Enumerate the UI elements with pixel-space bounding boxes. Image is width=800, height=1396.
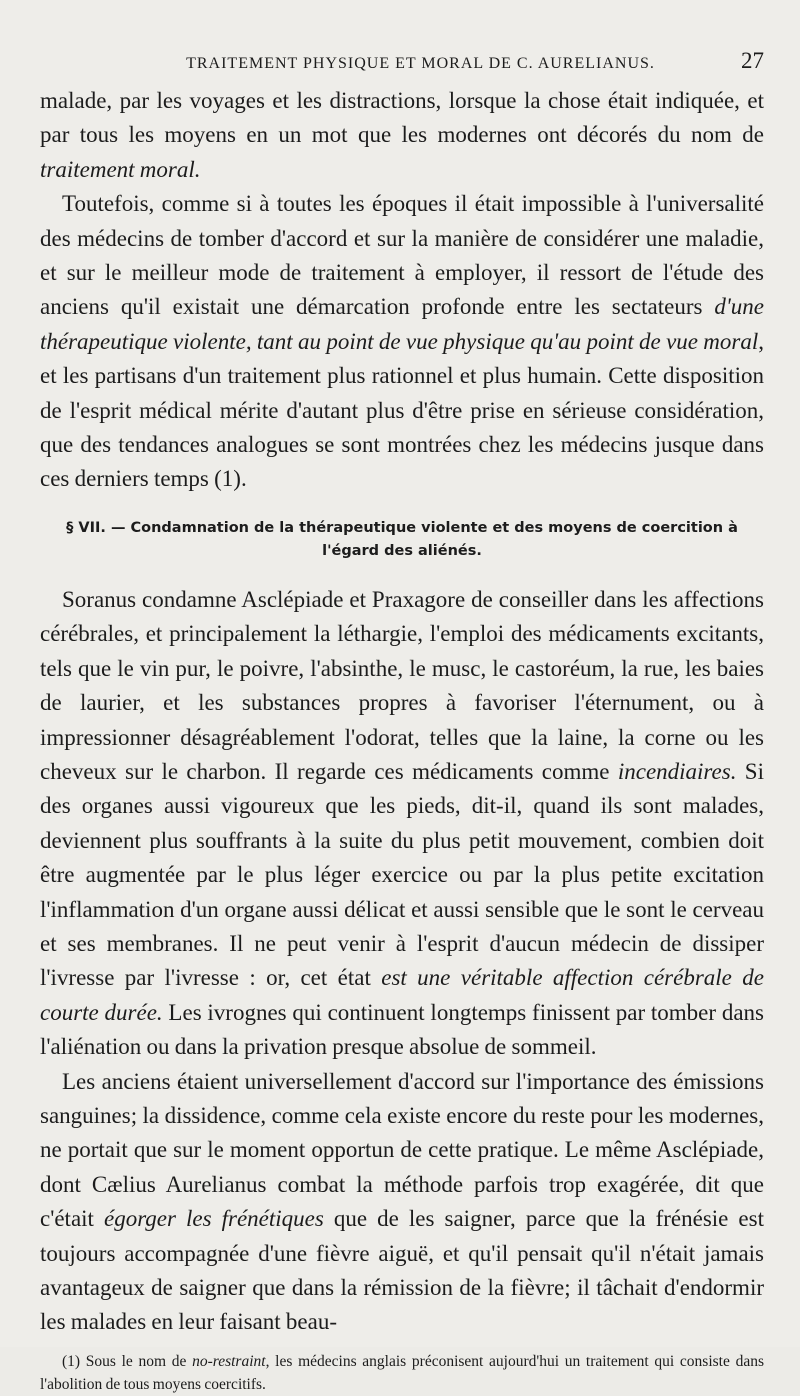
paragraph-2 bbox=[40, 187, 764, 497]
running-title: TRAITEMENT PHYSIQUE ET MORAL DE C. AURELIANUS. bbox=[186, 55, 655, 72]
footnote-1-italic: no-restraint bbox=[192, 1352, 266, 1370]
paragraph-4-italic: égorger les frénétiques bbox=[104, 1206, 324, 1232]
page-number: 27 bbox=[741, 48, 764, 73]
running-head bbox=[40, 48, 764, 82]
paragraph-4-text-a: Les anciens étaient universellement d'accord sur l'importance des émissions sanguines; la dissidence, comme cela existe encore du reste pour les modernes, ne portait que sur le moment opportun de cette pratique. Le même Asclépiade, dont Cælius Aurelianus combat la méthode parfois trop exagérée, dit que c'était bbox=[40, 1068, 764, 1232]
paragraph-2-italic: d'une thérapeutique violente, tant au point de vue physique qu'au point de vue moral bbox=[40, 294, 764, 354]
paragraph-3-text-e: Les ivrognes qui continuent longtemps finissent par tomber dans l'aliénation ou dans la privation presque absolue de sommeil. bbox=[40, 999, 764, 1060]
paragraph-1-text: malade, par les voyages et les distractions, lorsque la chose était indiquée, et par tous les moyens en un mot que les modernes ont décorés du nom de bbox=[40, 88, 764, 148]
paragraph-3-italic-b: incendiaires. bbox=[617, 758, 737, 784]
paragraph-4-text-c: que de les saigner, parce que la frénésie est toujours accompagnée d'une fièvre aiguë, et qu'il pensait qu'il n'était jamais avantageux de saigner que dans la rémission de la fièvre; il tâchait d'endormir les malades en leur faisant beau- bbox=[40, 1206, 764, 1335]
paragraph-1 bbox=[40, 84, 764, 187]
paragraph-3-text-a: Soranus condamne Asclépiade et Praxagore de conseiller dans les affections cérébrales, et principalement la léthargie, l'emploi des médicaments excitants, tels que le vin pur, le poivre, l'absinthe, le musc, le castoréum, la rue, les baies de laurier, et les substances propres à favoriser l'éternument, ou à impressionner désagréablement l'odorat, telles que la laine, la corne ou les cheveux sur le charbon. Il regarde ces médicaments comme bbox=[40, 586, 764, 784]
footnote-1 bbox=[40, 1350, 764, 1396]
footnote-1-text-a: (1) Sous le nom de bbox=[62, 1352, 193, 1370]
paragraph-1-italic: traitement moral. bbox=[40, 156, 201, 182]
footnotes bbox=[40, 1350, 764, 1396]
paragraph-4 bbox=[40, 1065, 764, 1340]
paragraph-2-text-c: , et les partisans d'un traitement plus rationnel et plus humain. Cette disposition de l'esprit médical mérite d'autant plus d'être prise en sérieuse considération, que des tendances analogues se sont montrées chez les médecins jusque dans ces derniers temps (1). bbox=[40, 328, 764, 492]
paragraph-3 bbox=[40, 583, 764, 1065]
footnote-1-text-c: , les médecins anglais préconisent aujourd'hui un traitement qui consiste dans l'abolition de tous moyens coercitifs. bbox=[40, 1352, 764, 1393]
paragraph-3-italic-d: est une véritable affection cérébrale de courte durée. bbox=[40, 965, 764, 1025]
paragraph-3-text-c: Si des organes aussi vigoureux que les pieds, dit-il, quand ils sont malades, deviennent plus souffrants à la suite du plus petit mouvement, combien doit être augmentée par le plus léger exercice ou par la plus petite excitation l'inflammation d'un organe aussi délicat et aussi sensible que le sont le cerveau et ses membranes. Il ne peut venir à l'esprit d'aucun médecin de dissiper l'ivresse par l'ivresse : or, cet état bbox=[40, 758, 764, 991]
body-text bbox=[40, 84, 764, 1340]
paragraph-2-text-a: Toutefois, comme si à toutes les époques il était impossible à l'universalité des médecins de tomber d'accord et sur la manière de considérer une maladie, et sur le meilleur mode de traitement à employer, il ressort de l'étude des anciens qu'il existait une démarcation profonde entre les sectateurs bbox=[40, 191, 764, 320]
section-heading: § VII. — Condamnation de la thérapeutique violente et des moyens de coercition à l'égard des aliénés. bbox=[66, 519, 738, 559]
